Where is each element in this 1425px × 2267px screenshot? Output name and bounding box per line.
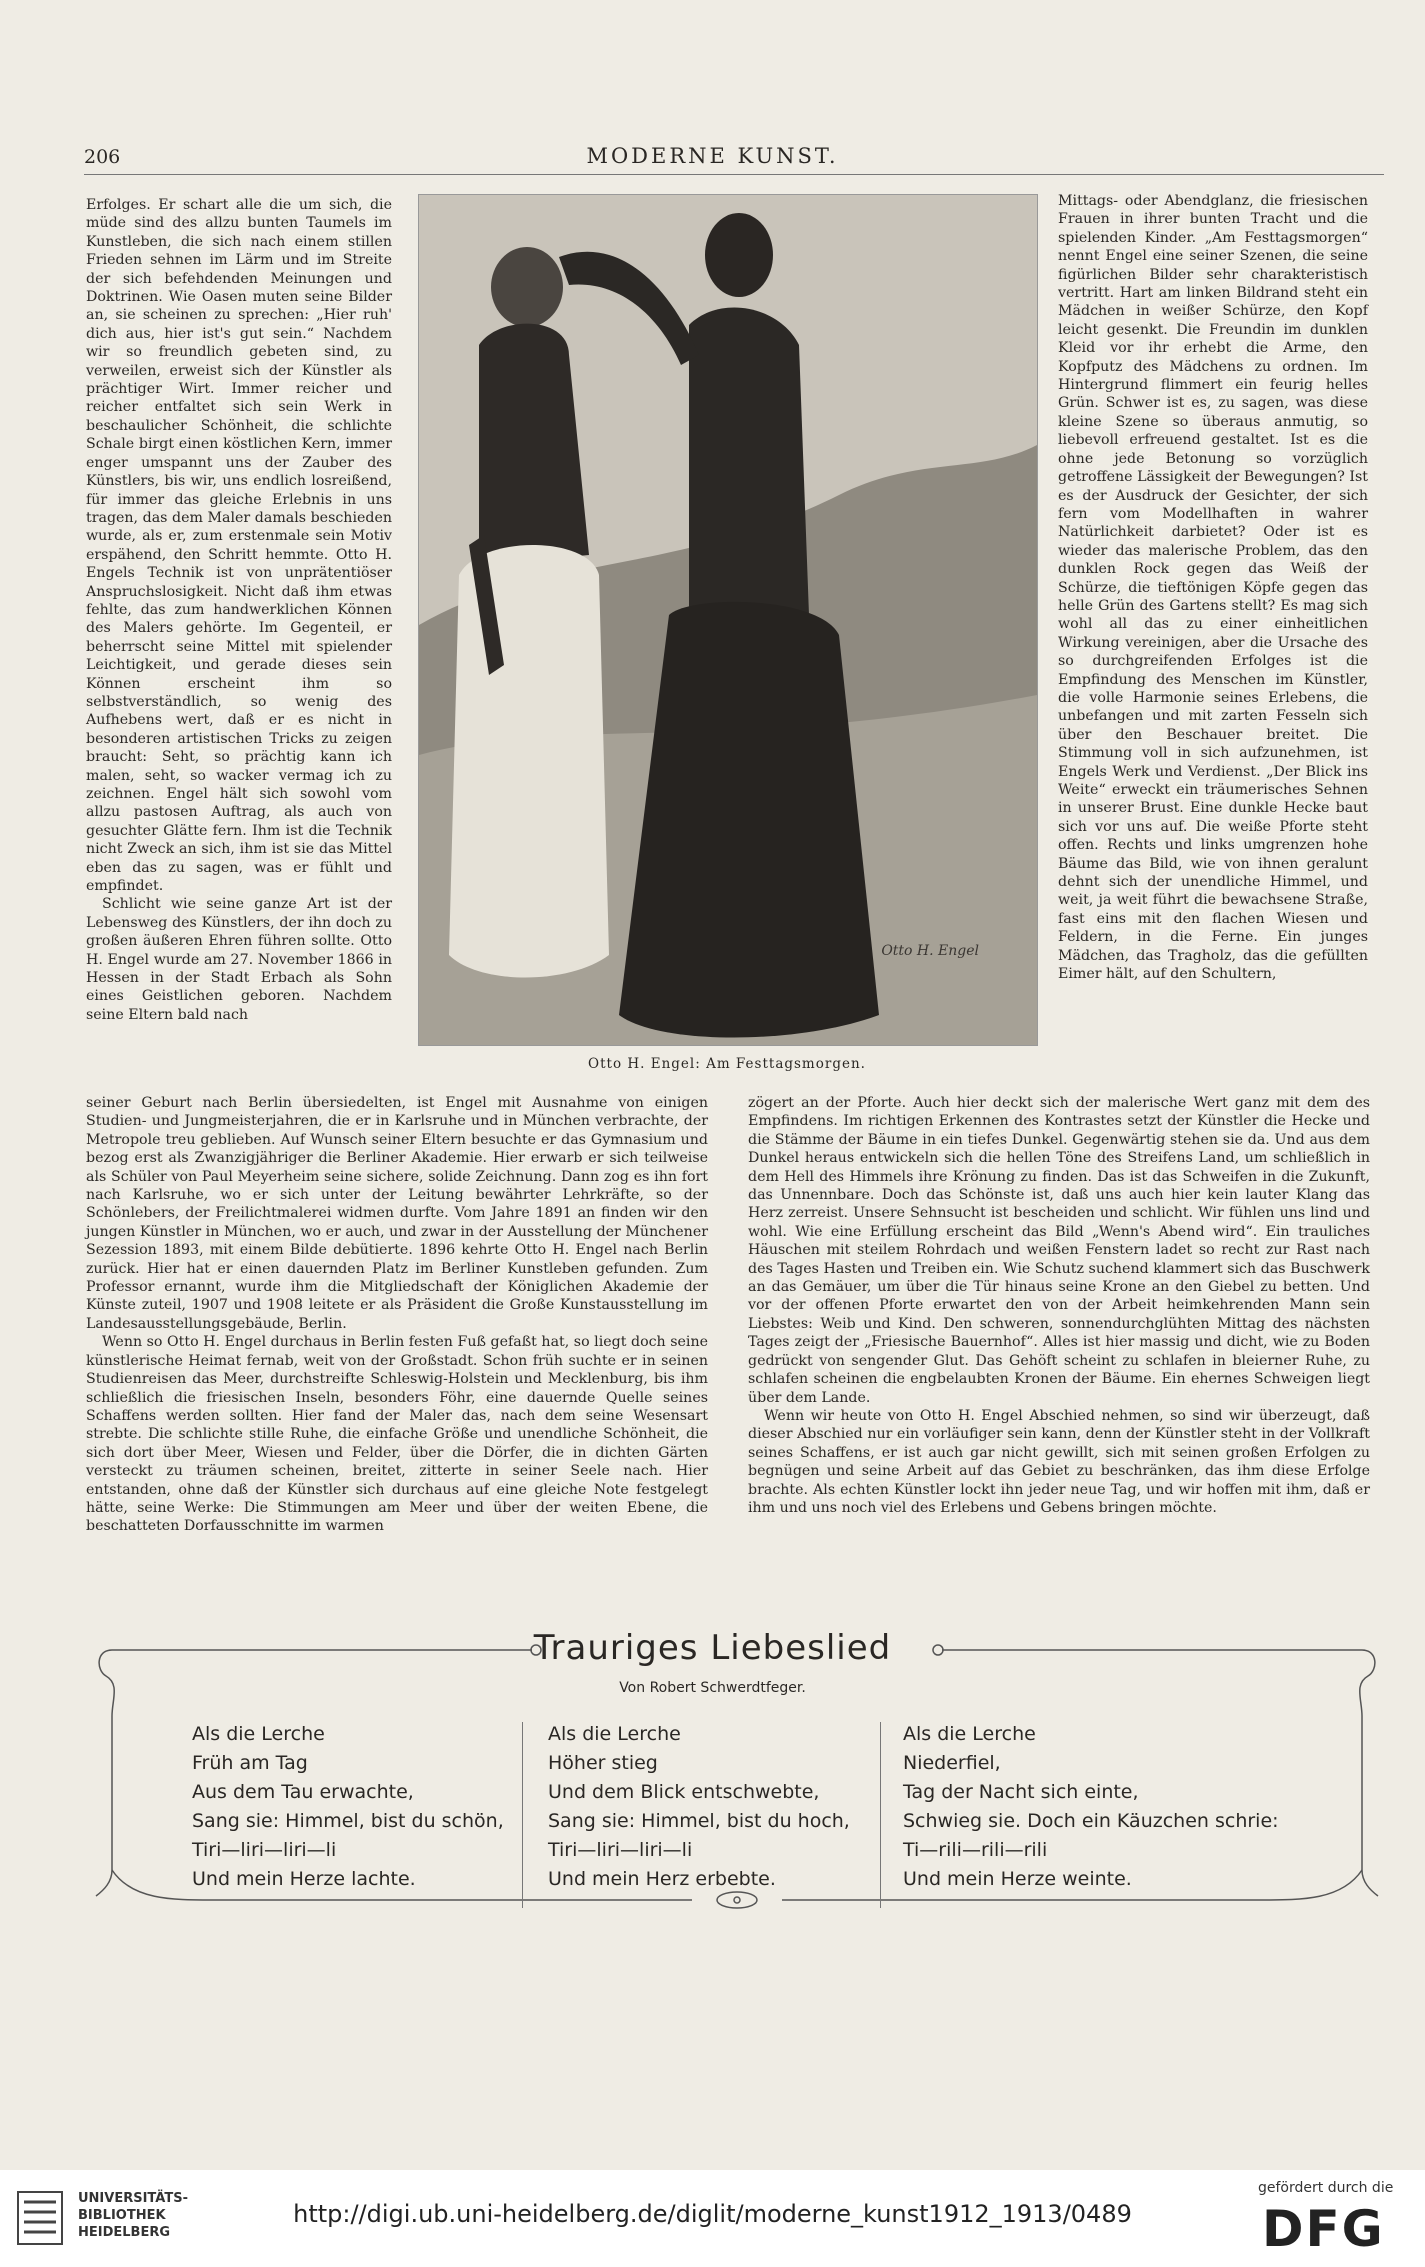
poem-line: Und dem Blick entschwebte, — [548, 1781, 820, 1803]
painting-signature: Otto H. Engel — [881, 943, 979, 959]
source-url-link[interactable]: http://digi.ub.uni-heidelberg.de/diglit/moderne_kunst1912_1913/0489 — [293, 2200, 1132, 2228]
poem-line: Schwieg sie. Doch ein Käuzchen schrie: — [903, 1810, 1279, 1832]
poem-line: Als die Lerche — [548, 1723, 681, 1745]
header-rule — [84, 174, 1384, 175]
stanza-divider — [522, 1722, 523, 1908]
page-number: 206 — [84, 146, 121, 168]
poem-stanza-2 — [548, 1720, 850, 1894]
painting-illustration — [418, 194, 1038, 1046]
poem-stanza-3 — [903, 1720, 1279, 1894]
paragraph: Erfolges. Er schart alle die um sich, die müde sind des allzu bunten Taumels im Kunstleben, die sich nach einem stillen Frieden sehnen im Lärm und im Streite der sich befehdenden Meinungen und Doktrinen. Wie Oasen muten seine Bilder an, sie scheinen zu sprechen: „Hier ruh' dich aus, hier ist's gut sein.“ Nachdem wir so freundlich gebeten sind, zu verweilen, erweist sich der Künstler als prächtiger Wirt. Immer reicher und reicher entfaltet sich sein Werk in beschaulicher Schönheit, die schlichte Schale birgt einen köstlichen Kern, immer enger umspannt uns der Zauber des Künstlers, bis wir, uns endlich losreißend, für immer das gleiche Erlebnis in uns tragen, das dem Maler damals beschieden wurde, als er, zum erstenmale sein Motiv erspähend, den Schritt hemmte. Otto H. Engels Technik ist von unprätentiöser Anspruchslosigkeit. Nicht daß ihm etwas fehlte, das zum handwerklichen Können des Malers gehörte. Im Gegenteil, er beherrscht seine Mittel mit spielender Leichtigkeit, und gerade dieses sein Können erscheint ihm so selbstverständlich, so wenig des Aufhebens wert, daß er es nicht in besonderen artistischen Tricks zu zeigen braucht: Seht, so prächtig kann ich malen, seht, so wacker vermag ich zu zeichnen. Engel hält sich sowohl vom allzu pastosen Auftrag, als auch von gesuchter Glätte fern. Ihm ist die Technik nicht Zweck an sich, ihm ist sie das Mittel eben das zu sagen, was er fühlt und empfindet. — [86, 197, 392, 895]
paragraph: zögert an der Pforte. Auch hier deckt sich der malerische Wert ganz mit dem des Empfindens. Im richtigen Erkennen des Kontrastes setzt der Künstler die Hecke und die Stämme der Bäume in ein tiefes Dunkel. Gegenwärtig stehen sie da. Und aus dem Dunkel heraus entwickeln sich die hellen Töne des Streifens Land, um schließlich in dem Hell des Himmels ihre Krönung zu finden. Das ist das Schweifen in die Zukunft, das Unnennbare. Doch das Schönste ist, daß uns auch hier kein lauter Klang das Herz zerreist. Unsere Sehnsucht ist bescheiden und schlicht. Wir fühlen uns lind und wohl. Wie eine Erfüllung erscheint das Bild „Wenn's Abend wird“. Ein trauliches Häuschen mit steilem Rohrdach und weißen Fenstern ladet so recht zur Rast nach des Tages Hasten und Treiben ein. Wie Schutz suchend klammert sich das Buschwerk an das Gemäuer, um über die Tür hinaus seine Krone an den Giebel zu betten. Und vor der offenen Pforte erwartet den von der Arbeit heimkehrenden Mann sein Liebstes: Weib und Kind. Den schweren, sonnendurchglühten Mittag des nächsten Tages zeigt der „Friesische Bauernhof“. Alles ist hier massig und dicht, wie zu Boden gedrückt von sengender Glut. Das Gehöft scheint zu schlafen in bleierner Ruhe, zu schlafen scheinen die engbelaubten Kronen der Bäume. Ein ehernes Schweigen liegt über dem Lande. — [748, 1095, 1370, 1406]
article-column-left-top — [86, 196, 392, 1024]
poem-stanza-1 — [192, 1720, 504, 1894]
paragraph: Schlicht wie seine ganze Art ist der Lebensweg des Künstlers, der ihn doch zu großen äußeren Ehren führen sollte. Otto H. Engel wurde am 27. November 1866 in Hessen in der Stadt Erbach als Sohn eines Geistlichen geboren. Nachdem seine Eltern bald nach — [86, 896, 392, 1023]
poem-line: Ti—rili—rili—rili — [903, 1839, 1048, 1861]
poem-line: Als die Lerche — [192, 1723, 325, 1745]
poem-line: Sang sie: Himmel, bist du hoch, — [548, 1810, 850, 1832]
poem-line: Tiri—liri—liri—li — [548, 1839, 693, 1861]
poem-line: Höher stieg — [548, 1752, 658, 1774]
paragraph: seiner Geburt nach Berlin übersiedelten, ist Engel mit Ausnahme von einigen Studien- und Jungmeisterjahren, die er in Karlsruhe und in München verbrachte, der Metropole treu geblieben. Auf Wunsch seiner Eltern besuchte er das Gymnasium und bezog erst als Zwanzigjähriger die Berliner Akademie. Hier erwarb er sich teilweise als Schüler von Paul Meyerheim seine sichere, solide Zeichnung. Dann zog es ihn fort nach Karlsruhe, wo er sich unter der Leitung bewährter Lehrkräfte, so der Schönlebers, der Freilichtmalerei widmen durfte. Vom Jahre 1891 an finden wir den jungen Künstler in München, wo er auch, und zwar in der Ausstellung der Münchener Sezession 1893, mit einem Bilde debütierte. 1896 kehrte Otto H. Engel nach Berlin zurück. Hier hat er einen dauernden Platz im Berliner Kunstleben gefunden. Zum Professor ernannt, wurde ihm die Mitgliedschaft der Königlichen Akademie der Künste zuteil, 1907 und 1908 leitete er als Präsident die Große Kunstausstellung im Landesausstellungsgebäude, Berlin. — [86, 1095, 708, 1332]
article-column-bottom-left — [86, 1094, 708, 1536]
paragraph: Wenn wir heute von Otto H. Engel Abschied nehmen, so sind wir überzeugt, daß dieser Abschied nur ein vorläufiger sein kann, denn der Künstler steht in der Vollkraft seines Schaffens, er ist auch gar nicht gewillt, sich mit seinen großen Erfolgen zu begnügen und seine Arbeit auf das Gebiet zu beschränken, das ihm diese Erfolge brachte. Als echten Künstler lockt ihn jeder neue Tag, und wir hoffen mit ihm, daß er ihm und uns noch viel des Erlebens und Gebens bringen möchte. — [748, 1407, 1370, 1516]
poem-line: Früh am Tag — [192, 1752, 308, 1774]
poem-title: Trauriges Liebeslied — [533, 1628, 892, 1668]
article-column-right-top — [1058, 192, 1368, 983]
poem-line: Tiri—liri—liri—li — [192, 1839, 337, 1861]
poem-line: Tag der Nacht sich einte, — [903, 1781, 1139, 1803]
stanza-divider — [880, 1722, 881, 1908]
paragraph: Mittags- oder Abendglanz, die friesischen Frauen in ihrer bunten Tracht und die spielenden Kinder. „Am Festtagsmorgen“ nennt Engel eine seiner Szenen, die seine figürlichen Bilder sehr charakteristisch vertritt. Hart am linken Bildrand steht ein Mädchen in weißer Schürze, den Kopf leicht gesenkt. Die Freundin im dunklen Kleid vor ihr erhebt die Arme, den Kopfputz des Mädchens zu ordnen. Im Hintergrund flimmert ein feurig helles Grün. Schwer ist es, zu sagen, was diese kleine Szene so überaus anmutig, so liebevoll erfreuend gestaltet. Ist es die ohne jede Betonung so vorzüglich getroffene Lässigkeit der Bewegungen? Ist es der Ausdruck der Gesichter, der sich fern vom Modellhaften in wahrer Natürlichkeit darbietet? Oder ist es wieder das malerische Problem, das den dunklen Rock gegen das Weiß der Schürze, die tieftönigen Köpfe gegen das helle Grün des Gartens stellt? Es mag sich wohl all das zu einer einheitlichen Wirkung vereinigen, aber die Ursache des so durchgreifenden Erfolges ist die Empfindung des Menschen im Künstler, die volle Harmonie seines Erlebens, die unbefangen und mit zarten Fesseln sich über den Beschauer breitet. Die Stimmung voll in sich aufzunehmen, ist Engels Werk und Verdienst. „Der Blick ins Weite“ erweckt ein träumerisches Sehnen in unserer Brust. Eine dunkle Hecke baut sich vor uns auf. Die weiße Pforte steht offen. Rechts und links umgrenzen hohe Bäume das Bild, wie von ihnen geralunt dehnt sich der unendliche Himmel, und weit, ja weit führt die bewachsene Straße, fast eins mit den flachen Wiesen und Feldern, in die Ferne. Ein junges Mädchen, das Tragholz, das die gefüllten Eimer hält, auf den Schultern, — [1058, 193, 1368, 983]
funded-by-label: gefördert durch die — [1258, 2180, 1394, 2196]
poem-line: Als die Lerche — [903, 1723, 1036, 1745]
poem-line: Und mein Herz erbebte. — [548, 1868, 776, 1890]
figure-caption: Otto H. Engel: Am Festtagsmorgen. — [588, 1056, 866, 1072]
article-column-bottom-right — [748, 1094, 1370, 1517]
poem-author: Von Robert Schwerdtfeger. — [619, 1680, 806, 1696]
running-title: MODERNE KUNST. — [586, 144, 839, 168]
poem-line: Und mein Herze weinte. — [903, 1868, 1132, 1890]
poem-line: Sang sie: Himmel, bist du schön, — [192, 1810, 504, 1832]
paragraph: Wenn so Otto H. Engel durchaus in Berlin festen Fuß gefaßt hat, so liegt doch seine künstlerische Heimat fernab, weit von der Großstadt. Schon früh suchte er in seinen Studienreisen das Meer, durchstreifte Schleswig-Holstein und Mecklenburg, bis ihm schließlich die friesischen Inseln, besonders Föhr, eine dauernde Quelle seines Schaffens werden sollten. Hier fand der Maler das, nach dem seine Wesensart strebte. Die schlichte stille Ruhe, die einfache Größe und unendliche Schönheit, die sich dort über Meer, Wiesen und Felder, über die Dörfer, die in dichten Gärten versteckt zu träumen scheinen, breitet, zitterte in seiner Seele nach. Hier entstanden, ohne daß der Künstler sich durchaus auf eine gleiche Note festgelegt hätte, seine Werke: Die Stimmungen am Meer und über der weiten Ebene, die beschatteten Dorfausschnitte im warmen — [86, 1334, 708, 1535]
poem-line: Aus dem Tau erwachte, — [192, 1781, 414, 1803]
dfg-logo: DFG — [1262, 2200, 1385, 2258]
poem-line: Niederfiel, — [903, 1752, 1001, 1774]
poem-line: Und mein Herze lachte. — [192, 1868, 416, 1890]
library-name: UNIVERSITÄTS- BIBLIOTHEK HEIDELBERG — [78, 2191, 188, 2240]
